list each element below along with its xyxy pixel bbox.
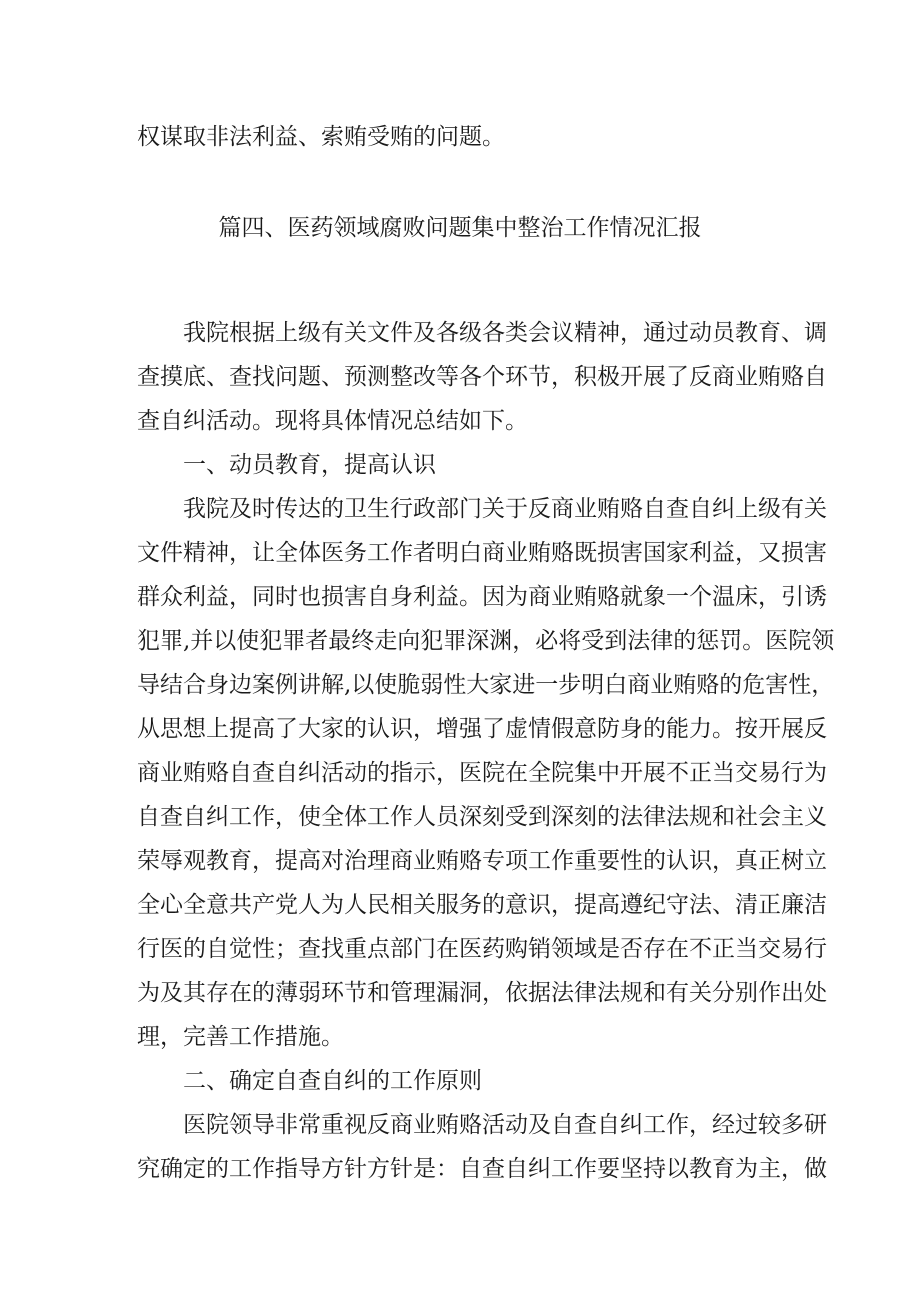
section1-line: 为及其存在的薄弱环节和管理漏洞，依据法律法规和有关分别作出处	[137, 980, 827, 1006]
intro-line: 我院根据上级有关文件及各级各类会议精神，通过动员教育、调	[183, 320, 827, 346]
section2-line: 医院领导非常重视反商业贿赂活动及自查自纠工作，经过较多研	[183, 1112, 827, 1138]
section1-line: 导结合身边案例讲解,以使脆弱性大家进一步明白商业贿赂的危害性，	[137, 672, 835, 698]
section1-line: 自查自纠工作，使全体工作人员深刻受到深刻的法律法规和社会主义	[137, 804, 827, 830]
section-heading-1: 一、动员教育，提高认识	[183, 452, 436, 478]
intro-line: 查摸底、查找问题、预测整改等各个环节，积极开展了反商业贿赂自	[137, 364, 827, 390]
carryover-line: 权谋取非法利益、索贿受贿的问题。	[137, 124, 505, 150]
section-heading-2: 二、确定自查自纠的工作原则	[183, 1068, 482, 1094]
section1-line: 我院及时传达的卫生行政部门关于反商业贿赂自查自纠上级有关	[183, 496, 827, 522]
section1-line: 群众利益，同时也损害自身利益。因为商业贿赂就象一个温床，引诱	[137, 584, 827, 610]
section1-line: 商业贿赂自查自纠活动的指示，医院在全院集中开展不正当交易行为	[137, 760, 827, 786]
section2-line: 究确定的工作指导方针方针是：自查自纠工作要坚持以教育为主，做	[137, 1156, 827, 1182]
section1-line: 文件精神，让全体医务工作者明白商业贿赂既损害国家利益，又损害	[137, 540, 827, 566]
section1-line: 全心全意共产党人为人民相关服务的意识，提高遵纪守法、清正廉洁	[137, 892, 827, 918]
section1-line: 行医的自觉性；查找重点部门在医药购销领域是否存在不正当交易行	[137, 936, 827, 962]
section1-line: 犯罪,并以使犯罪者最终走向犯罪深渊，必将受到法律的惩罚。医院领	[137, 628, 835, 654]
intro-line: 查自纠活动。现将具体情况总结如下。	[137, 408, 528, 434]
section1-line: 从思想上提高了大家的认识，增强了虚情假意防身的能力。按开展反	[137, 716, 827, 742]
section1-line: 荣辱观教育，提高对治理商业贿赂专项工作重要性的认识，真正树立	[137, 848, 827, 874]
document-title: 篇四、医药领域腐败问题集中整治工作情况汇报	[218, 215, 702, 241]
section1-line: 理，完善工作措施。	[137, 1024, 344, 1050]
